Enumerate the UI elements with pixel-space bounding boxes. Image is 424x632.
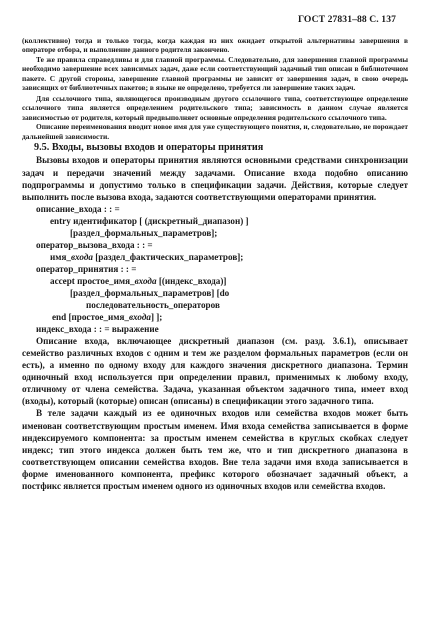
- syntax-block: [22, 203, 408, 336]
- syntax-accept-sequence: последовательность_операторов: [86, 300, 220, 311]
- syntax-entry-params: [раздел_формальных_параметров];: [70, 227, 218, 238]
- keyword-end: end: [52, 312, 67, 323]
- syntax-index-declaration: индекс_входа : : = выражение: [36, 324, 159, 335]
- syntax-accept-end: end [простое_имя_входа] ];: [52, 312, 163, 323]
- paragraph-entry-family: Описание входа, включающее дискретный диапазон (см. разд. 3.6.1), описывает семейство различных входов с одним и тем же разделом формальных параметров (если он есть), а именно по одному входу для каждого значения дискретного диапазона. Термин одиночный вход используется при определении правил, применимых к любому входу, отличному от члена семейства. Задача, указанная объектом задачного типа, имеет вход (входы), который (которые) описан (описаны) в спецификации этого задачного типа.: [22, 336, 408, 407]
- paragraph-continuation: (коллективно) тогда и только тогда, когда каждая из них ожидает открытой альтернативы завершения в операторе отбора, и выполнение данного родителя закончено.: [22, 36, 408, 55]
- syntax-entry-declaration: описание_входа : : =: [36, 203, 120, 214]
- syntax-accept-line: accept простое_имя_входа [(индекс_входа)]: [50, 275, 227, 286]
- paragraph-main-program: Те же правила справедливы и для главной программы. Следовательно, для завершения главной программы необходимо завершение всех зависимых задач, даже если соответствующий задачный тип описан в библиотечном пакете. С другой стороны, завершение главной программы не зависит от завершения задач, в свою очередь зависящих от библиотечных пакетов; в языке не определено, требуется ли завершение таких задач.: [22, 54, 408, 93]
- keyword-accept: accept: [50, 275, 75, 286]
- paragraph-section-intro: Вызовы входов и операторы принятия являются основными средствами синхронизации задач и передачи значений между задачами. Описание входа подобно описанию подпрограммы и допустимо только в спецификации задачи. Действия, которые следует выполнить после вызова входа, задаются соответствующими операторами принятия.: [22, 155, 408, 202]
- running-header: ГОСТ 27831–88 С. 137: [297, 14, 396, 25]
- keyword-do: [do: [216, 288, 230, 298]
- syntax-entry-line: entry идентификатор [ (дискретный_диапазон) ]: [50, 215, 249, 226]
- paragraph-entry-naming: В теле задачи каждый из ее одиночных входов или семейства входов может быть именован соответствующим простым именем. Имя входа семейства записывается в форме индексируемого компонента: за простым именем семейства в круглых скобках следует индекс; тип этого индекса должен быть тем же, что и тип дискретного диапазона в соответствующем описании семейства входов. Вне тела задачи имя входа записывается в форме именованного компонента, префикс которого обозначает задачный объект, а постфикс является простым именем одного из одиночных входов или семейства входов.: [22, 408, 408, 491]
- paragraph-renaming: Описание переименования вводит новое имя для уже существующего понятия, и, следовательно, не порождает дальнейшей зависимости.: [22, 122, 408, 141]
- paragraph-access-type: Для ссылочного типа, являющегося производным другого ссылочного типа, соответствующее определение ссылочного типа является определением родительского типа; зависимость в данном случае является зависимостью от родителя, который предвыполняет основные определения родительского ссылочного типа.: [22, 93, 408, 122]
- section-heading: 9.5. Входы, вызовы входов и операторы принятия: [34, 141, 264, 153]
- syntax-call-declaration: оператор_вызова_входа : : =: [36, 239, 153, 250]
- body-text: [22, 36, 408, 492]
- syntax-call-line: имя_входа [раздел_фактических_параметров];: [50, 251, 244, 262]
- keyword-entry: entry: [50, 215, 71, 226]
- syntax-accept-declaration: оператор_принятия : : =: [36, 263, 137, 274]
- syntax-accept-params: [раздел_формальных_параметров] [do: [70, 288, 230, 298]
